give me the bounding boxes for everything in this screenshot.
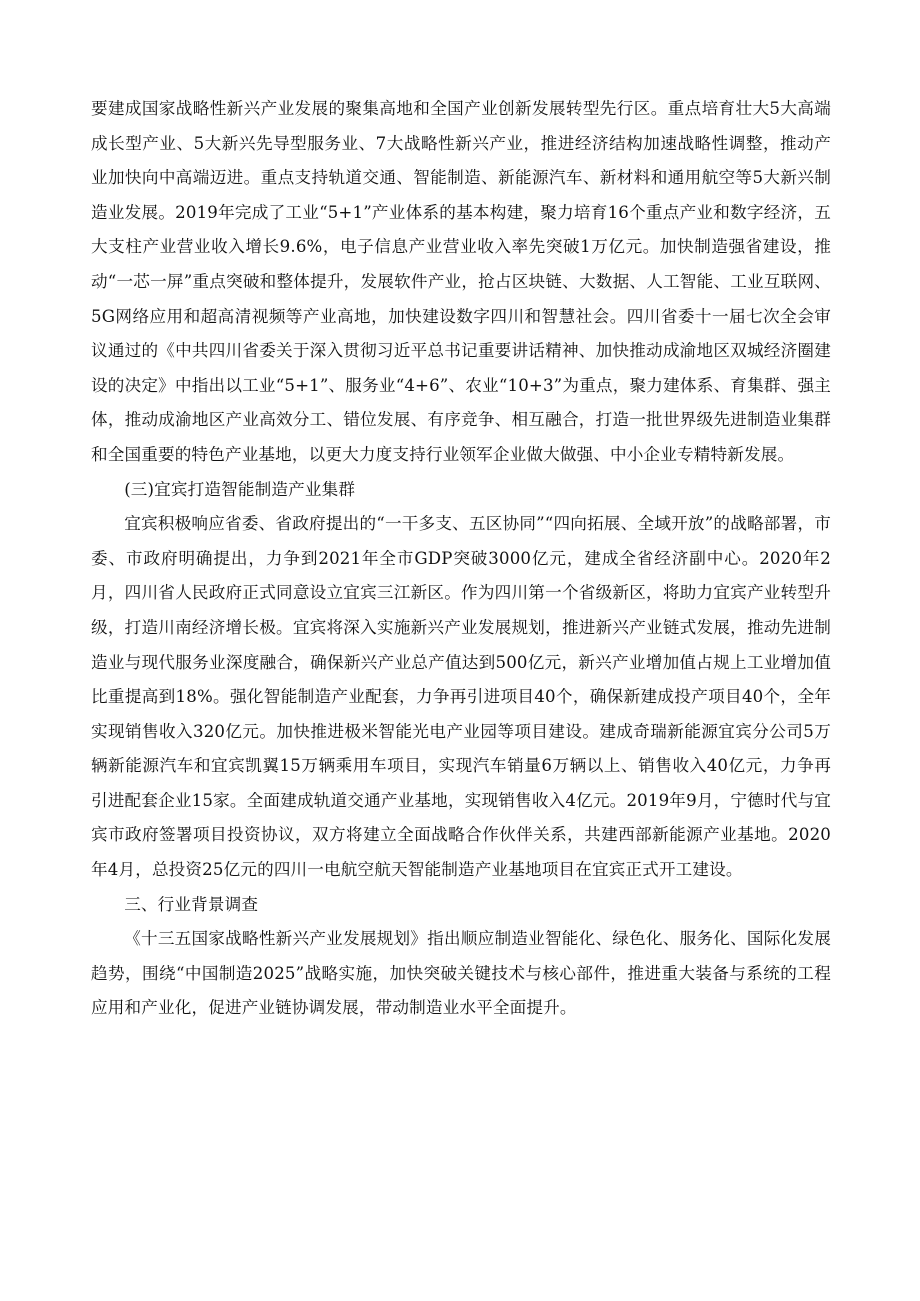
section-heading-yibin: (三)宜宾打造智能制造产业集群 [124,479,356,499]
paragraph-yibin-manufacturing: 宜宾积极响应省委、省政府提出的“一干多支、五区协同”“四向拓展、全域开放”的战略部署，市委、市政府明确提出，力争到2021年全市GDP突破3000亿元，建成全省经济副中心。2020年2月，四川省人民政府正式同意设立宜宾三江新区。作为四川第一个省级新区，将助力宜宾产业转型升级，打造川南经济增长极。宜宾将深入实施新兴产业发展规划，推进新兴产业链式发展，推动先进制造业与现代服务业深度融合，确保新兴产业总产值达到500亿元，新兴产业增加值占规上工业增加值比重提高到18%。强化智能制造产业配套，力争再引进项目40个，确保新建成投产项目40个，全年实现销售收入320亿元。加快推进极米智能光电产业园等项目建设。建成奇瑞新能源宜宾分公司5万辆新能源汽车和宜宾凯翼15万辆乘用车项目，实现汽车销量6万辆以上、销售收入40亿元，力争再引进配套企业15家。全面建成轨道交通产业基地，实现销售收入4亿元。2019年9月，宁德时代与宜宾市政府签署项目投资协议，双方将建立全面战略合作伙伴关系，共建西部新能源产业基地。2020年4月，总投资25亿元的四川一电航空航天智能制造产业基地项目在宜宾正式开工建设。 [91,514,831,880]
paragraph-national-plan: 《十三五国家战略性新兴产业发展规划》指出顺应制造业智能化、绿色化、服务化、国际化发展趋势，围绕“中国制造2025”战略实施，加快突破关键技术与核心部件，推进重大装备与系统的工程应用和产业化，促进产业链协调发展，带动制造业水平全面提升。 [91,929,831,1018]
paragraph-sichuan-industry: 要建成国家战略性新兴产业发展的聚集高地和全国产业创新发展转型先行区。重点培育壮大5大高端成长型产业、5大新兴先导型服务业、7大战略性新兴产业，推进经济结构加速战略性调整，推动产业加快向中高端迈进。重点支持轨道交通、智能制造、新能源汽车、新材料和通用航空等5大新兴制造业发展。2019年完成了工业“5+1”产业体系的基本构建，聚力培育16个重点产业和数字经济，五大支柱产业营业收入增长9.6%，电子信息产业营业收入率先突破1万亿元。加快制造强省建设，推动“一芯一屏”重点突破和整体提升，发展软件产业，抢占区块链、大数据、人工智能、工业互联网、5G网络应用和超高清视频等产业高地，加快建设数字四川和智慧社会。四川省委十一届七次全会审议通过的《中共四川省委关于深入贯彻习近平总书记重要讲话精神、加快推动成渝地区双城经济圈建设的决定》中指出以工业“5+1”、服务业“4+6”、农业“10+3”为重点，聚力建体系、育集群、强主体，推动成渝地区产业高效分工、错位发展、有序竞争、相互融合，打造一批世界级先进制造业集群和全国重要的特色产业基地，以更大力度支持行业领军企业做大做强、中小企业专精特新发展。 [91,99,831,464]
section-heading-industry-background: 三、行业背景调查 [124,894,259,914]
document-body [91,92,831,1026]
